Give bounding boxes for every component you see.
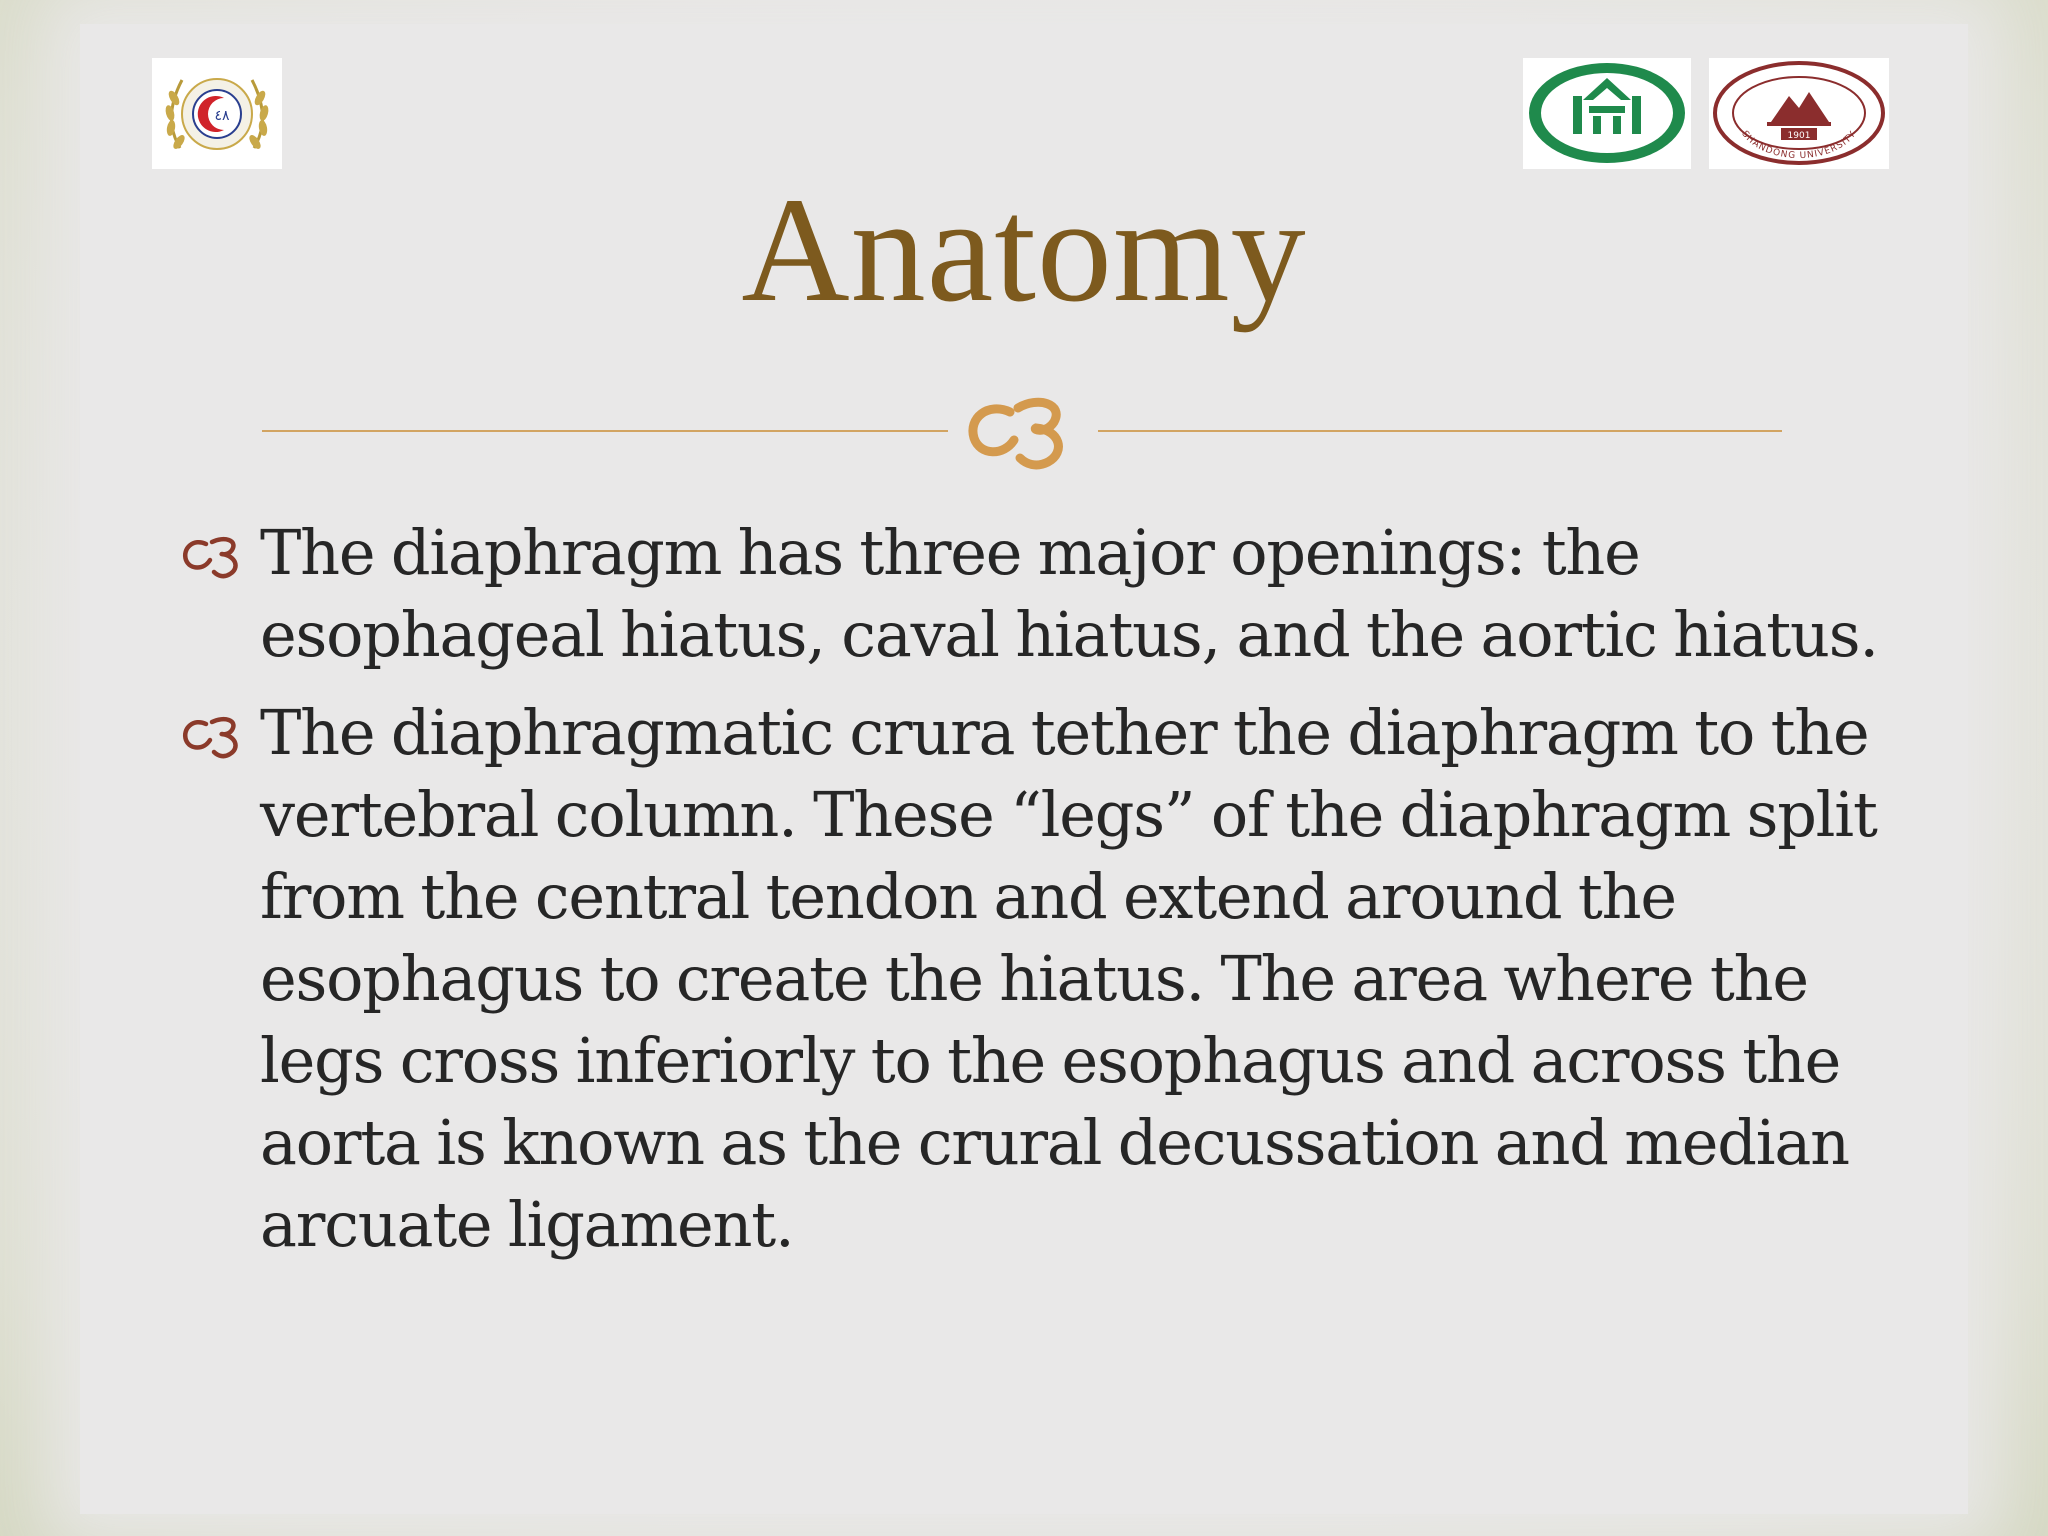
hospital-crest-icon (152, 58, 282, 169)
hospital-crest-logo (152, 58, 282, 169)
svg-text:SHANDONG UNIVERSITY: SHANDONG UNIVERSITY (1739, 129, 1859, 162)
slide-title: Anatomy (741, 167, 1307, 333)
green-institute-logo (1523, 58, 1691, 169)
bullet-list (178, 512, 1898, 1282)
flourish-bullet-icon (178, 710, 244, 760)
svg-text:1901: 1901 (1787, 131, 1811, 141)
green-institute-icon (1523, 58, 1691, 169)
bullet-text: The diaphragm has three major openings: the esophageal hiatus, caval hiatus, and the aortic hiatus. (260, 516, 1878, 671)
flourish-ornament-icon (948, 378, 1098, 478)
flourish-bullet-icon (178, 530, 244, 580)
shandong-university-seal (1709, 58, 1889, 169)
shandong-university-seal-icon (1709, 58, 1889, 169)
svg-text:٤٨: ٤٨ (214, 108, 230, 124)
bullet-item (178, 692, 1898, 1266)
bullet-text: The diaphragmatic crura tether the diaphragm to the vertebral column. These “legs” of the diaphragm split from the central tendon and extend around the esophagus to create the hiatus. The area where the legs cross inferiorly to the esophagus and across the aorta is known as the crural decussation and median arcuate ligament. (260, 696, 1877, 1261)
bullet-item (178, 512, 1898, 676)
